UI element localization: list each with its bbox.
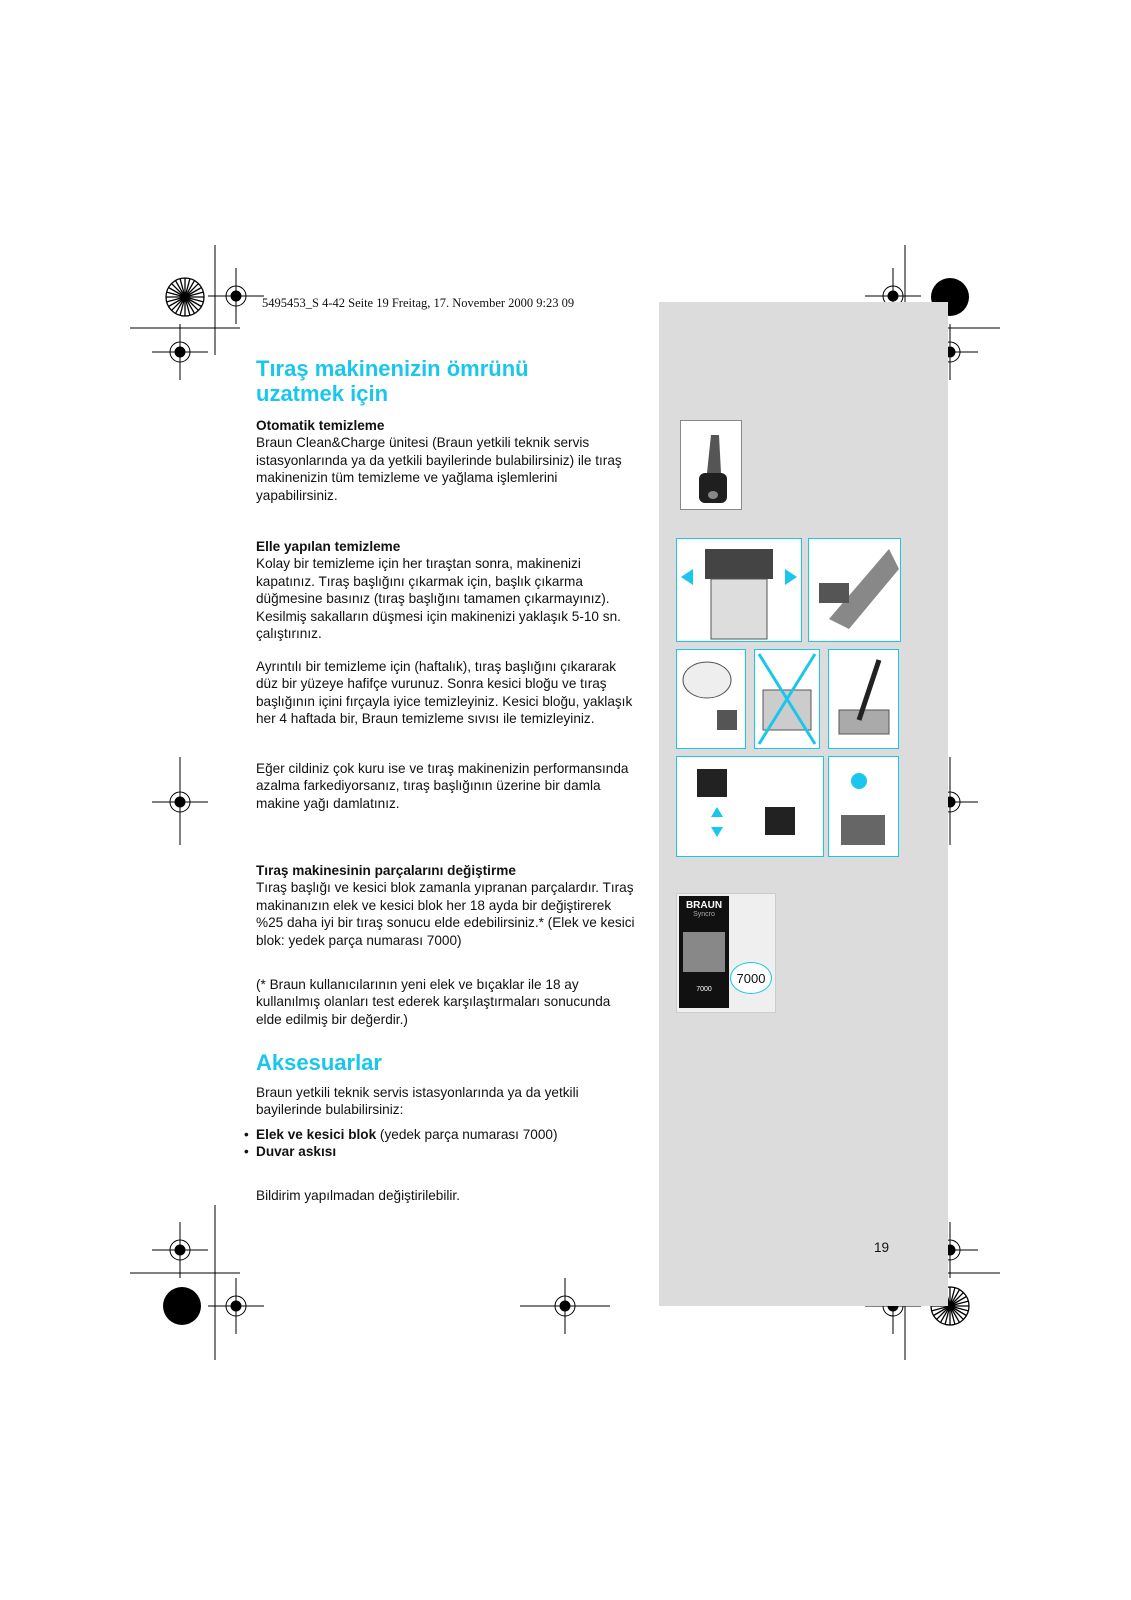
pack-product-photo — [683, 932, 725, 972]
print-header: 5495453_S 4-42 Seite 19 Freitag, 17. November 2000 9:23 09 — [262, 296, 575, 310]
section-oil — [256, 760, 636, 812]
section-auto-clean — [256, 417, 636, 504]
section-text: Tıraş başlığı ve kesici blok zamanla yıpranan parçalardır. Tıraş makinanızın elek ve kesici blok her 18 ayda bir değiştirerek %25 daha iyi bir tıraş sonucu elde edebilirsiniz.* (Elek ve kesici blok: yedek parça numarası 7000) — [256, 880, 635, 948]
list-item: • Duvar askısı — [244, 1143, 558, 1160]
replace-parts-image — [676, 756, 824, 857]
part-number-badge: 7000 — [730, 962, 772, 994]
pack-front — [679, 896, 729, 1008]
pack-subtitle: Syncro — [693, 911, 715, 918]
section-text: (* Braun kullanıcılarının yeni elek ve bıçaklar ile 18 ay kullanılmış olanları test ederek karşılaştırmaları sonucunda elde edilmiş bir değerdir.) — [256, 977, 611, 1027]
section-text: Ayrıntılı bir temizleme için (haftalık), tıraş başlığını çıkararak düz bir yüzeye hafifçe vurunuz. Sonra kesici bloğu ve tıraş başlığının içini fırçayla iyice temizleyiniz. Kesici bloğu, yaklaşık her 4 haftada bir, Braun temizleme sıvısı ile temizleyiniz. — [256, 659, 633, 727]
section-heading: Tıraş makinesinin parçalarını değiştirme — [256, 863, 516, 878]
section-heading: Otomatik temizleme — [256, 418, 385, 433]
section-text: Braun Clean&Charge ünitesi (Braun yetkili teknik servis istasyonlarında ya da yetkili bayilerinde bulabilirsiniz) ile tıraş makinenizin tüm temizleme ve yağlama işlemlerini yapabilirsiniz. — [256, 435, 622, 503]
accessories-title: Aksesuarlar — [256, 1050, 382, 1075]
section-text: Eğer cildiniz çok kuru ise ve tıraş makinenizin performansında azalma farkediyorsanız, tıraş başlığının üzerine bir damla makine yağı damlatınız. — [256, 761, 629, 811]
section-heading: Elle yapılan temizleme — [256, 539, 401, 554]
list-item: • Elek ve kesici blok (yedek parça numarası 7000) — [244, 1126, 558, 1143]
section-parts — [256, 862, 636, 949]
oil-drop-image — [828, 756, 899, 857]
tap-head-image — [676, 649, 746, 749]
replacement-pack-image — [676, 893, 776, 1013]
page-number: 19 — [874, 1240, 890, 1255]
section-footnote — [256, 976, 636, 1028]
accessories-list — [244, 1126, 558, 1161]
page-title: Tıraş makinenizin ömrünü uzatmek için — [256, 356, 529, 406]
section-text: Kolay bir temizleme için her tıraştan sonra, makinenizi kapatınız. Tıraş başlığını çıkarmak için, başlık çıkarma düğmesine basınız (tıraş başlığını tamamen çıkarmayınız). Kesilmiş sakalların düşmesi için makinenizi yaklaşık 5-10 sn. çalıştırınız. — [256, 556, 621, 642]
brush-cutter-image — [828, 649, 899, 749]
brand-logo: BRAUN — [685, 900, 723, 911]
no-brush-foil-image — [754, 649, 820, 749]
shaver-side-image — [808, 538, 901, 642]
pack-code: 7000 — [696, 986, 712, 993]
section-manual-clean — [256, 538, 636, 642]
charger-icon — [681, 421, 741, 509]
section-detailed-clean — [256, 658, 636, 728]
shaver-head-release-image — [676, 538, 802, 642]
accessories-intro: Braun yetkili teknik servis istasyonlarında ya da yetkili bayilerinde bulabilirsiniz: — [256, 1085, 579, 1118]
clean-charge-image — [680, 420, 742, 510]
change-note: Bildirim yapılmadan değiştirilebilir. — [256, 1188, 460, 1203]
